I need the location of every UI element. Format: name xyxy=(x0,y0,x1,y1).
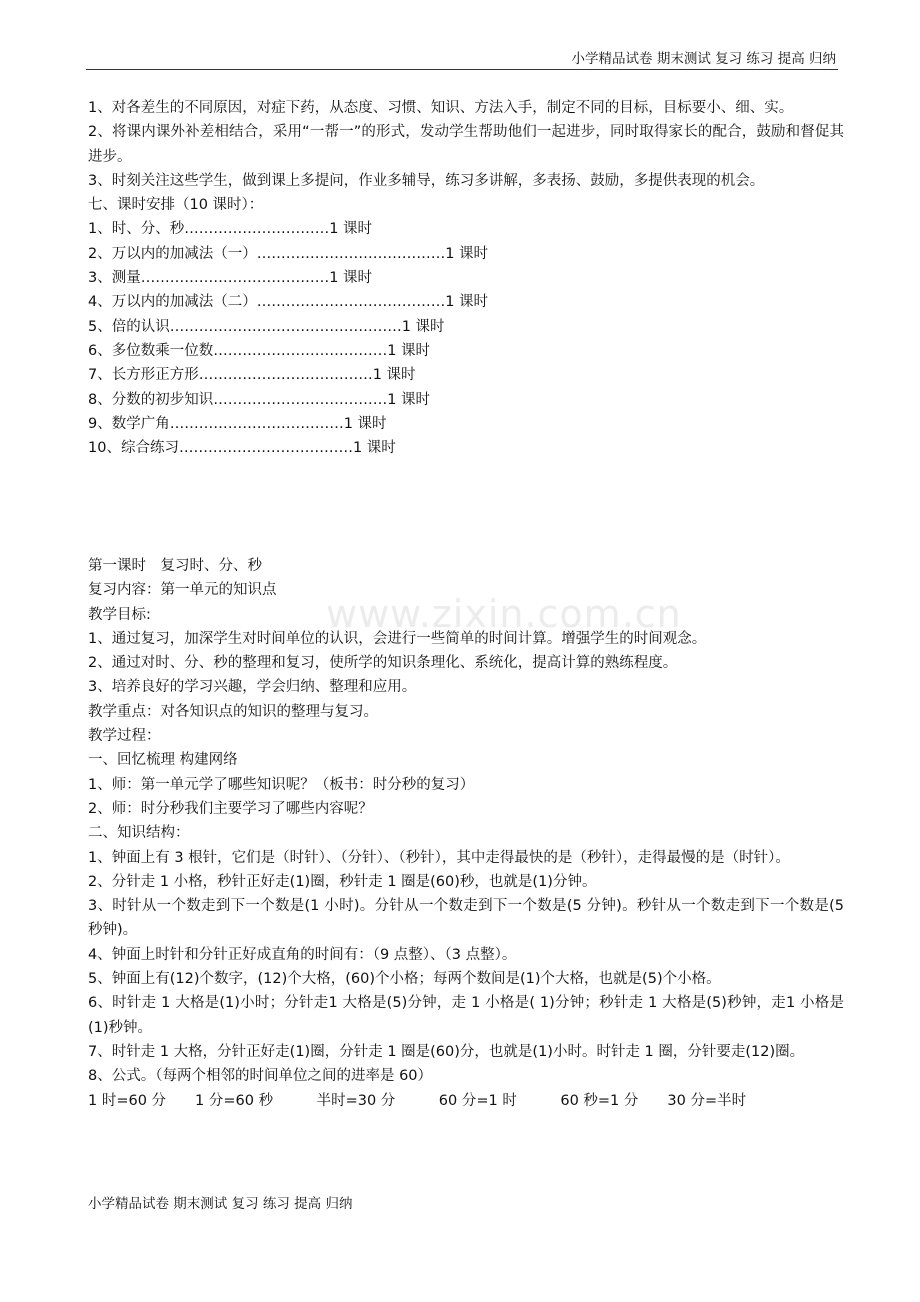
teaching-focus: 教学重点：对各知识点的知识的整理与复习。 xyxy=(88,703,378,720)
schedule-item: 3、测量…………………………………1 课时 xyxy=(88,270,373,287)
review-item: 2、师：时分秒我们主要学习了哪些内容呢？ xyxy=(88,800,373,817)
intro-paragraph: 1、对各差生的不同原因，对症下药，从态度、习惯、知识、方法入手，制定不同的目标，目标要小、细、实。 xyxy=(88,100,794,116)
formula-line: 1 时=60 分 1 分=60 秒 半时=30 分 60 分=1 时 60 秒=1 分 30 分=半时 xyxy=(88,1092,747,1109)
schedule-item: 6、多位数乘一位数………………………………1 课时 xyxy=(88,342,431,359)
section-heading: 二、知识结构： xyxy=(88,825,190,842)
knowledge-item: 6、时针走 1 大格是(1)小时；分针走1 大格是(5)分钟，走 1 小格是( 1)分钟；秒针走 1 大格是(5)秒钟，走1 小格是(1)秒钟。 xyxy=(88,995,844,1036)
lesson-title: 第一课时 复习时、分、秒 xyxy=(88,558,262,574)
schedule-item: 1、时、分、秒…………………………1 课时 xyxy=(88,221,373,238)
review-item: 1、师：第一单元学了哪些知识呢？（板书：时分秒的复习） xyxy=(88,776,475,793)
process-heading: 教学过程： xyxy=(88,728,161,745)
watermark: www.zixin.com.cn xyxy=(326,592,682,636)
schedule-item: 8、分数的初步知识………………………………1 课时 xyxy=(88,391,431,408)
header-rule xyxy=(86,69,838,70)
schedule-item: 4、万以内的加减法（二）…………………………………1 课时 xyxy=(88,294,489,311)
knowledge-item: 2、分针走 1 小格，秒针正好走(1)圈，秒针走 1 圈是(60)秒，也就是(1)分钟。 xyxy=(88,873,597,890)
knowledge-item: 4、钟面上时针和分针正好成直角的时间有：（9 点整）、（3 点整）。 xyxy=(88,946,517,963)
section-heading: 一、回忆梳理 构建网络 xyxy=(88,752,238,769)
page-header: 小学精品试卷 期末测试 复习 练习 提高 归纳 xyxy=(571,51,836,67)
schedule-item: 7、长方形正方形………………………………1 课时 xyxy=(88,367,416,384)
knowledge-item: 3、时针从一个数走到下一个数是(1 小时)。分针从一个数走到下一个数是(5 分钟)。秒针从一个数走到下一个数是(5 秒钟)。 xyxy=(88,898,844,939)
intro-section xyxy=(88,96,844,460)
goal-item: 2、通过对时、分、秒的整理和复习，使所学的知识条理化、系统化，提高计算的熟练程度。 xyxy=(88,655,678,672)
schedule-item: 5、倍的认识…………………………………………1 课时 xyxy=(88,318,445,335)
schedule-item: 10、综合练习………………………………1 课时 xyxy=(88,440,396,457)
knowledge-item: 8、公式。（每两个相邻的时间单位之间的进率是 60） xyxy=(88,1068,433,1085)
schedule-item: 2、万以内的加减法（一）…………………………………1 课时 xyxy=(88,245,489,262)
intro-paragraph: 2、将课内课外补差相结合，采用“一帮一”的形式，发动学生帮助他们一起进步，同时取得家长的配合，鼓励和督促其进步。 xyxy=(88,124,844,165)
knowledge-item: 1、钟面上有 3 根针，它们是（时针）、（分针）、（秒针），其中走得最快的是（秒针），走得最慢的是（时针）。 xyxy=(88,849,790,866)
knowledge-item: 5、钟面上有(12)个数字，(12)个大格，(60)个小格；每两个数间是(1)个大格，也就是(5)个小格。 xyxy=(88,971,721,988)
schedule-heading: 七、课时安排（10 课时）： xyxy=(88,197,264,214)
intro-paragraph: 3、时刻关注这些学生，做到课上多提问，作业多辅导，练习多讲解，多表扬、鼓励，多提供表现的机会。 xyxy=(88,172,765,189)
lesson-content: 复习内容：第一单元的知识点 xyxy=(88,582,277,599)
schedule-item: 9、数学广角………………………………1 课时 xyxy=(88,415,387,432)
goals-heading: 教学目标: xyxy=(88,606,151,623)
lesson-section xyxy=(88,554,844,1113)
knowledge-item: 7、时针走 1 大格，分针正好走(1)圈，分针走 1 圈是(60)分，也就是(1)小时。时针走 1 圈，分针要走(12)圈。 xyxy=(88,1043,805,1060)
goal-item: 3、培养良好的学习兴趣，学会归纳、整理和应用。 xyxy=(88,679,417,696)
page-footer: 小学精品试卷 期末测试 复习 练习 提高 归纳 xyxy=(88,1196,353,1212)
goal-item: 1、通过复习，加深学生对时间单位的认识，会进行一些简单的时间计算。增强学生的时间观念。 xyxy=(88,630,707,647)
